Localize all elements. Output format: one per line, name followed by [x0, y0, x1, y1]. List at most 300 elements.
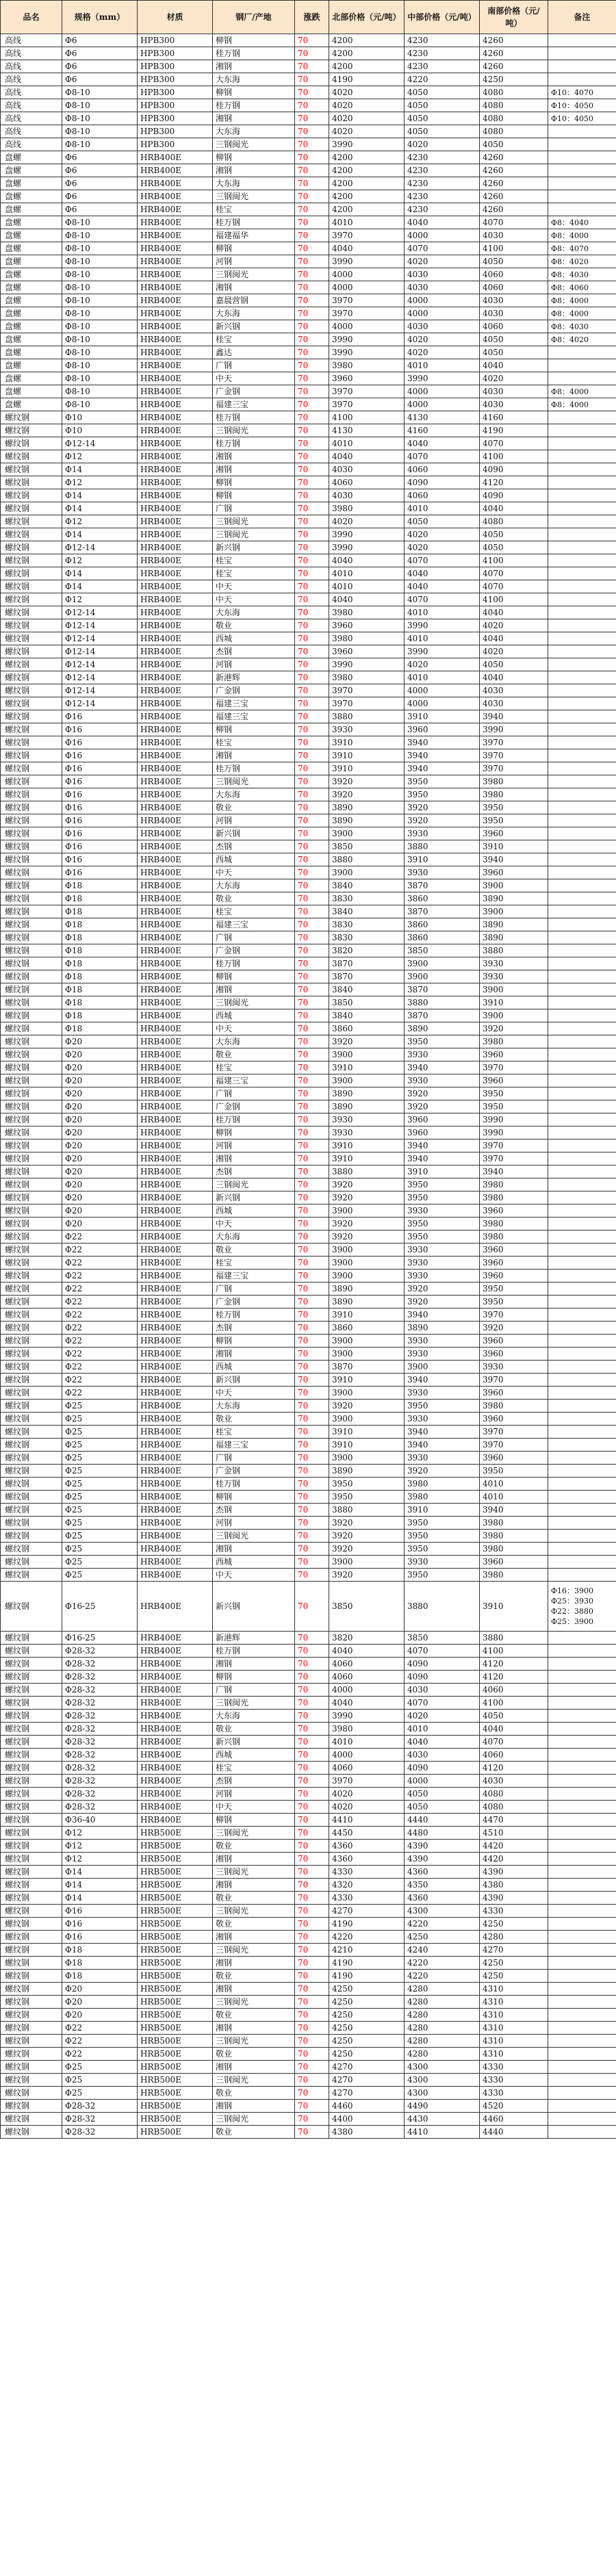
- cell-north-price: 4010: [329, 216, 405, 229]
- cell-south-price: 3960: [480, 1335, 548, 1348]
- cell-name: 螺纹钢: [1, 710, 62, 723]
- cell-spec: Φ36-40: [62, 1814, 138, 1827]
- cell-spec: Φ16: [62, 762, 138, 775]
- cell-material: HRB400E: [138, 398, 213, 411]
- cell-spec: Φ14: [62, 580, 138, 593]
- cell-central-price: 4360: [405, 1866, 480, 1879]
- cell-note: Φ8：4000: [548, 385, 616, 398]
- table-header: [1, 1, 616, 34]
- header-spec: 规格（mm）: [62, 1, 138, 34]
- table-row: [1, 658, 616, 671]
- cell-spec: Φ18: [62, 1009, 138, 1022]
- cell-note: [548, 996, 616, 1009]
- cell-note: [548, 710, 616, 723]
- cell-change: 70: [295, 606, 329, 619]
- cell-spec: Φ20: [62, 2009, 138, 2022]
- cell-north-price: 3910: [329, 1426, 405, 1439]
- cell-north-price: 3970: [329, 398, 405, 411]
- cell-mill: 桂万钢: [213, 1309, 295, 1322]
- cell-name: 螺纹钢: [1, 1413, 62, 1426]
- cell-mill: 湘钢: [213, 1658, 295, 1671]
- cell-south-price: 3910: [480, 840, 548, 853]
- table-row: [1, 450, 616, 463]
- cell-central-price: 4050: [405, 125, 480, 138]
- cell-south-price: 3960: [480, 1413, 548, 1426]
- cell-central-price: 4160: [405, 424, 480, 437]
- cell-spec: Φ12-14: [62, 606, 138, 619]
- cell-material: HRB400E: [138, 1387, 213, 1400]
- cell-central-price: 4220: [405, 1957, 480, 1970]
- cell-material: HRB400E: [138, 242, 213, 255]
- cell-name: 螺纹钢: [1, 2009, 62, 2022]
- cell-mill: 河钢: [213, 255, 295, 268]
- cell-north-price: 3990: [329, 658, 405, 671]
- table-row: [1, 1374, 616, 1387]
- cell-south-price: 4020: [480, 372, 548, 385]
- cell-change: 70: [295, 1853, 329, 1866]
- cell-spec: Φ20: [62, 1218, 138, 1231]
- cell-central-price: 4300: [405, 1905, 480, 1918]
- cell-central-price: 3900: [405, 957, 480, 970]
- cell-south-price: 4070: [480, 580, 548, 593]
- cell-south-price: 4050: [480, 255, 548, 268]
- cell-south-price: 3900: [480, 879, 548, 892]
- cell-south-price: 4030: [480, 229, 548, 242]
- cell-note: [548, 801, 616, 814]
- cell-central-price: 4390: [405, 1853, 480, 1866]
- cell-north-price: 4460: [329, 2100, 405, 2113]
- cell-name: 螺纹钢: [1, 2061, 62, 2074]
- cell-mill: 三钢闽光: [213, 1944, 295, 1957]
- cell-material: HPB300: [138, 112, 213, 125]
- cell-central-price: 4060: [405, 463, 480, 476]
- cell-north-price: 3920: [329, 1178, 405, 1192]
- cell-north-price: 3980: [329, 502, 405, 515]
- table-row: [1, 1022, 616, 1035]
- cell-name: 螺纹钢: [1, 996, 62, 1009]
- cell-mill: 三钢闽光: [213, 1530, 295, 1543]
- cell-spec: Φ16: [62, 827, 138, 840]
- cell-mill: 桂万钢: [213, 762, 295, 775]
- cell-name: 螺纹钢: [1, 931, 62, 944]
- cell-mill: 柳钢: [213, 86, 295, 99]
- cell-name: 螺纹钢: [1, 1244, 62, 1257]
- cell-change: 70: [295, 1762, 329, 1775]
- cell-name: 螺纹钢: [1, 1152, 62, 1165]
- cell-note: [548, 1400, 616, 1413]
- cell-central-price: 3910: [405, 1504, 480, 1517]
- cell-material: HPB300: [138, 99, 213, 112]
- cell-south-price: 4040: [480, 359, 548, 372]
- cell-name: 螺纹钢: [1, 1905, 62, 1918]
- cell-spec: Φ8-10: [62, 268, 138, 281]
- cell-north-price: 4190: [329, 73, 405, 86]
- cell-south-price: 3970: [480, 1309, 548, 1322]
- cell-mill: 广钢: [213, 1684, 295, 1697]
- cell-change: 70: [295, 1970, 329, 1983]
- cell-mill: 湘钢: [213, 1931, 295, 1944]
- cell-spec: Φ25: [62, 1491, 138, 1504]
- cell-central-price: 3930: [405, 1244, 480, 1257]
- cell-south-price: 3970: [480, 1061, 548, 1074]
- table-row: [1, 1478, 616, 1491]
- cell-central-price: 3950: [405, 1035, 480, 1048]
- cell-material: HRB500E: [138, 1918, 213, 1931]
- cell-south-price: 4070: [480, 1736, 548, 1749]
- table-row: [1, 60, 616, 73]
- cell-mill: 广金钢: [213, 1465, 295, 1478]
- cell-north-price: 4000: [329, 320, 405, 333]
- cell-name: 螺纹钢: [1, 970, 62, 983]
- cell-mill: 三钢闽光: [213, 515, 295, 528]
- table-row: [1, 1853, 616, 1866]
- cell-central-price: 3950: [405, 1569, 480, 1582]
- cell-note: [548, 34, 616, 47]
- cell-material: HRB400E: [138, 736, 213, 749]
- cell-central-price: 3950: [405, 1400, 480, 1413]
- table-row: [1, 1192, 616, 1205]
- cell-change: 70: [295, 2022, 329, 2035]
- table-row: [1, 580, 616, 593]
- cell-name: 螺纹钢: [1, 1684, 62, 1697]
- cell-central-price: 3930: [405, 1556, 480, 1569]
- cell-spec: Φ18: [62, 1022, 138, 1035]
- cell-north-price: 3920: [329, 1192, 405, 1205]
- table-row: [1, 1632, 616, 1645]
- cell-name: 螺纹钢: [1, 1879, 62, 1892]
- cell-mill: 柳钢: [213, 1335, 295, 1348]
- cell-south-price: 4260: [480, 34, 548, 47]
- cell-north-price: 4040: [329, 242, 405, 255]
- cell-note: Φ10：4070: [548, 86, 616, 99]
- cell-note: [548, 1139, 616, 1152]
- cell-central-price: 4350: [405, 1879, 480, 1892]
- cell-mill: 敬业: [213, 1840, 295, 1853]
- cell-mill: 湘钢: [213, 164, 295, 177]
- cell-spec: Φ18: [62, 944, 138, 957]
- cell-south-price: 3950: [480, 801, 548, 814]
- cell-south-price: 4050: [480, 541, 548, 554]
- cell-spec: Φ22: [62, 1387, 138, 1400]
- cell-note: [548, 1632, 616, 1645]
- cell-name: 螺纹钢: [1, 645, 62, 658]
- cell-change: 70: [295, 632, 329, 645]
- cell-name: 螺纹钢: [1, 1452, 62, 1465]
- cell-central-price: 4090: [405, 1658, 480, 1671]
- cell-name: 盘螺: [1, 398, 62, 411]
- cell-spec: Φ14: [62, 567, 138, 580]
- cell-north-price: 4200: [329, 151, 405, 164]
- cell-central-price: 4000: [405, 684, 480, 697]
- cell-north-price: 3910: [329, 736, 405, 749]
- cell-name: 螺纹钢: [1, 2113, 62, 2126]
- cell-north-price: 4010: [329, 580, 405, 593]
- cell-name: 螺纹钢: [1, 1478, 62, 1491]
- table-row: [1, 1465, 616, 1478]
- cell-mill: 三钢闽光: [213, 190, 295, 203]
- cell-south-price: 4330: [480, 2061, 548, 2074]
- cell-mill: 柳钢: [213, 970, 295, 983]
- cell-south-price: 4030: [480, 684, 548, 697]
- cell-note: Φ8：4040: [548, 216, 616, 229]
- table-row: [1, 1918, 616, 1931]
- cell-south-price: 4260: [480, 190, 548, 203]
- cell-change: 70: [295, 723, 329, 736]
- cell-material: HRB400E: [138, 671, 213, 684]
- cell-central-price: 3920: [405, 801, 480, 814]
- cell-note: [548, 1022, 616, 1035]
- cell-mill: 敬业: [213, 1048, 295, 1061]
- cell-spec: Φ18: [62, 905, 138, 918]
- cell-name: 盘螺: [1, 255, 62, 268]
- cell-north-price: 4200: [329, 203, 405, 216]
- cell-change: 70: [295, 138, 329, 151]
- cell-central-price: 4430: [405, 2113, 480, 2126]
- cell-name: 螺纹钢: [1, 1775, 62, 1788]
- cell-note: [548, 762, 616, 775]
- cell-south-price: 3980: [480, 1400, 548, 1413]
- cell-change: 70: [295, 1491, 329, 1504]
- cell-spec: Φ12: [62, 1827, 138, 1840]
- cell-note: [548, 1853, 616, 1866]
- cell-central-price: 4040: [405, 567, 480, 580]
- cell-central-price: 3980: [405, 1491, 480, 1504]
- cell-change: 70: [295, 905, 329, 918]
- table-row: [1, 2035, 616, 2048]
- cell-material: HRB400E: [138, 203, 213, 216]
- cell-change: 70: [295, 34, 329, 47]
- cell-note: Φ8：4030: [548, 268, 616, 281]
- cell-south-price: 4030: [480, 294, 548, 307]
- cell-mill: 柳钢: [213, 476, 295, 489]
- cell-material: HRB500E: [138, 1957, 213, 1970]
- cell-material: HRB400E: [138, 1296, 213, 1309]
- table-row: [1, 1205, 616, 1218]
- cell-change: 70: [295, 2048, 329, 2061]
- cell-note: [548, 879, 616, 892]
- cell-central-price: 3880: [405, 996, 480, 1009]
- cell-change: 70: [295, 762, 329, 775]
- cell-central-price: 4010: [405, 1723, 480, 1736]
- cell-north-price: 4020: [329, 86, 405, 99]
- cell-central-price: 3930: [405, 1348, 480, 1361]
- cell-south-price: 3930: [480, 957, 548, 970]
- cell-name: 螺纹钢: [1, 619, 62, 632]
- cell-note: [548, 1439, 616, 1452]
- cell-name: 盘螺: [1, 281, 62, 294]
- cell-note: [548, 1944, 616, 1957]
- cell-note: Φ16：3900 Φ25：3930 Φ22：3880 Φ25：3900: [548, 1582, 616, 1632]
- cell-material: HRB400E: [138, 1749, 213, 1762]
- cell-name: 螺纹钢: [1, 1192, 62, 1205]
- cell-spec: Φ25: [62, 1504, 138, 1517]
- cell-central-price: 3860: [405, 892, 480, 905]
- cell-name: 螺纹钢: [1, 1697, 62, 1710]
- cell-change: 70: [295, 2126, 329, 2139]
- cell-material: HRB500E: [138, 1840, 213, 1853]
- cell-central-price: 4000: [405, 697, 480, 710]
- cell-name: 高线: [1, 60, 62, 73]
- cell-north-price: 3820: [329, 1632, 405, 1645]
- cell-mill: 桂万钢: [213, 957, 295, 970]
- cell-south-price: 3980: [480, 1530, 548, 1543]
- cell-central-price: 4070: [405, 554, 480, 567]
- cell-south-price: 3980: [480, 1192, 548, 1205]
- cell-name: 螺纹钢: [1, 580, 62, 593]
- cell-mill: 湘钢: [213, 1879, 295, 1892]
- cell-material: HRB400E: [138, 1309, 213, 1322]
- table-row: [1, 528, 616, 541]
- cell-south-price: 4250: [480, 1970, 548, 1983]
- cell-note: [548, 632, 616, 645]
- cell-mill: 大东海: [213, 1035, 295, 1048]
- cell-spec: Φ6: [62, 60, 138, 73]
- cell-spec: Φ18: [62, 996, 138, 1009]
- cell-north-price: 4000: [329, 268, 405, 281]
- cell-central-price: 3950: [405, 775, 480, 788]
- cell-north-price: 3900: [329, 1257, 405, 1270]
- cell-central-price: 4090: [405, 476, 480, 489]
- cell-north-price: 3950: [329, 1491, 405, 1504]
- cell-change: 70: [295, 1309, 329, 1322]
- cell-mill: 桂万钢: [213, 1478, 295, 1491]
- cell-north-price: 3900: [329, 1335, 405, 1348]
- cell-note: [548, 1530, 616, 1543]
- cell-mill: 湘钢: [213, 1983, 295, 1996]
- cell-spec: Φ12-14: [62, 697, 138, 710]
- table-row: [1, 554, 616, 567]
- cell-north-price: 3920: [329, 1231, 405, 1244]
- cell-change: 70: [295, 1087, 329, 1100]
- cell-change: 70: [295, 1009, 329, 1022]
- cell-central-price: 4030: [405, 320, 480, 333]
- table-row: [1, 788, 616, 801]
- cell-material: HRB400E: [138, 931, 213, 944]
- cell-material: HRB400E: [138, 1087, 213, 1100]
- cell-south-price: 4060: [480, 320, 548, 333]
- cell-north-price: 3990: [329, 528, 405, 541]
- cell-material: HRB500E: [138, 1996, 213, 2009]
- table-row: [1, 983, 616, 996]
- cell-spec: Φ22: [62, 1270, 138, 1283]
- cell-change: 70: [295, 1231, 329, 1244]
- header-south-price: 南部价格（元/吨）: [480, 1, 548, 34]
- cell-central-price: 3870: [405, 983, 480, 996]
- cell-material: HRB400E: [138, 697, 213, 710]
- cell-note: Φ10：4050: [548, 99, 616, 112]
- cell-south-price: 4080: [480, 1801, 548, 1814]
- cell-spec: Φ16-25: [62, 1582, 138, 1632]
- table-row: [1, 814, 616, 827]
- cell-north-price: 4190: [329, 1957, 405, 1970]
- cell-spec: Φ16: [62, 1905, 138, 1918]
- cell-central-price: 3950: [405, 1192, 480, 1205]
- cell-change: 70: [295, 1814, 329, 1827]
- cell-change: 70: [295, 203, 329, 216]
- cell-central-price: 4070: [405, 1645, 480, 1658]
- cell-name: 螺纹钢: [1, 606, 62, 619]
- cell-material: HRB400E: [138, 1035, 213, 1048]
- cell-change: 70: [295, 827, 329, 840]
- cell-change: 70: [295, 554, 329, 567]
- cell-material: HRB400E: [138, 216, 213, 229]
- cell-mill: 大东海: [213, 125, 295, 138]
- cell-name: 螺纹钢: [1, 1426, 62, 1439]
- cell-spec: Φ28-32: [62, 2100, 138, 2113]
- cell-change: 70: [295, 1710, 329, 1723]
- cell-name: 盘螺: [1, 307, 62, 320]
- cell-mill: 湘钢: [213, 749, 295, 762]
- cell-change: 70: [295, 892, 329, 905]
- cell-material: HRB500E: [138, 2009, 213, 2022]
- cell-name: 螺纹钢: [1, 1335, 62, 1348]
- table-row: [1, 853, 616, 866]
- cell-south-price: 3960: [480, 1205, 548, 1218]
- cell-central-price: 4410: [405, 2126, 480, 2139]
- cell-south-price: 4390: [480, 1892, 548, 1905]
- table-row: [1, 2061, 616, 2074]
- cell-name: 螺纹钢: [1, 879, 62, 892]
- cell-name: 螺纹钢: [1, 632, 62, 645]
- table-row: [1, 879, 616, 892]
- cell-name: 螺纹钢: [1, 1853, 62, 1866]
- table-row: [1, 372, 616, 385]
- cell-material: HRB400E: [138, 944, 213, 957]
- cell-name: 螺纹钢: [1, 1530, 62, 1543]
- table-row: [1, 931, 616, 944]
- cell-south-price: 4260: [480, 60, 548, 73]
- cell-spec: Φ6: [62, 190, 138, 203]
- cell-central-price: 3950: [405, 1178, 480, 1192]
- cell-north-price: 3990: [329, 541, 405, 554]
- cell-central-price: 4220: [405, 1970, 480, 1983]
- cell-south-price: 3970: [480, 1139, 548, 1152]
- table-row: [1, 1126, 616, 1139]
- cell-mill: 三钢闽光: [213, 424, 295, 437]
- cell-name: 盘螺: [1, 320, 62, 333]
- cell-name: 螺纹钢: [1, 1931, 62, 1944]
- cell-name: 盘螺: [1, 294, 62, 307]
- header-change: 涨跌: [295, 1, 329, 34]
- cell-central-price: 4030: [405, 1749, 480, 1762]
- cell-mill: 桂宝: [213, 1061, 295, 1074]
- cell-mill: 湘钢: [213, 450, 295, 463]
- cell-north-price: 4400: [329, 2113, 405, 2126]
- cell-north-price: 4060: [329, 1658, 405, 1671]
- cell-spec: Φ25: [62, 1517, 138, 1530]
- table-row: [1, 892, 616, 905]
- cell-name: 高线: [1, 125, 62, 138]
- cell-south-price: 3990: [480, 1126, 548, 1139]
- cell-central-price: 3950: [405, 788, 480, 801]
- table-row: [1, 1814, 616, 1827]
- cell-south-price: 4310: [480, 1996, 548, 2009]
- cell-spec: Φ20: [62, 1205, 138, 1218]
- cell-north-price: 4100: [329, 411, 405, 424]
- cell-mill: 湘钢: [213, 60, 295, 73]
- cell-material: HRB400E: [138, 1658, 213, 1671]
- cell-note: [548, 723, 616, 736]
- cell-name: 螺纹钢: [1, 1582, 62, 1632]
- cell-mill: 柳钢: [213, 723, 295, 736]
- cell-mill: 西城: [213, 853, 295, 866]
- cell-north-price: 4250: [329, 1983, 405, 1996]
- cell-name: 螺纹钢: [1, 736, 62, 749]
- cell-change: 70: [295, 853, 329, 866]
- cell-spec: Φ12-14: [62, 684, 138, 697]
- cell-south-price: 4010: [480, 1478, 548, 1491]
- cell-note: [548, 1645, 616, 1658]
